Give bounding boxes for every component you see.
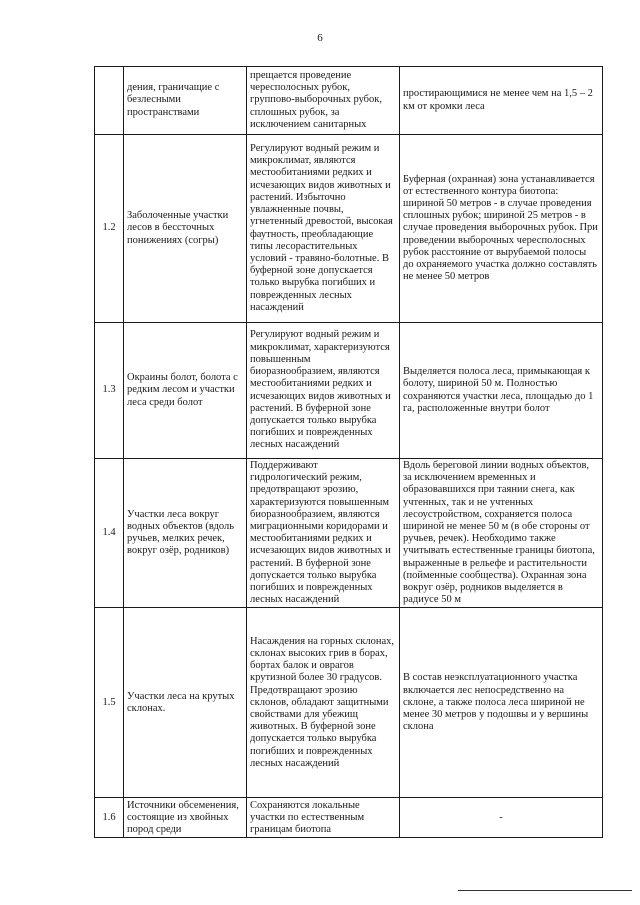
buffer-zone-rule: Выделяется полоса леса, примыкающая к болоту, шириной 50 м. Полностью сохраняются участки леса, площадью до 1 га, расположенные внутри болот	[400, 323, 603, 459]
table-row	[95, 67, 603, 135]
buffer-zone-rule: В состав неэксплуатационного участка включается лес непосредственно на склоне, а также полоса леса шириной не менее 30 метров у подошвы и у вершины склона	[400, 608, 603, 798]
biotope-table	[94, 66, 603, 838]
biotope-purpose: Поддерживают гидрологический режим, предотвращают эрозию, характеризуются повышенным биоразнообразием, являются миграционными коридорами и местообитаниями редких и исчезающих видов животных и растений. В буферной зоне допускается только вырубка погибших и поврежденных лесных насаждений	[247, 459, 400, 608]
page-number: 6	[317, 32, 323, 44]
table-row	[95, 459, 603, 608]
biotope-name: Окраины болот, болота с редким лесом и участки леса среди болот	[124, 323, 247, 459]
biotope-name: дения, граничащие с безлесными пространствами	[124, 67, 247, 135]
table-row	[95, 323, 603, 459]
row-number: 1.5	[95, 608, 124, 798]
biotope-name: Участки леса на крутых склонах.	[124, 608, 247, 798]
table-row	[95, 135, 603, 323]
table-row	[95, 608, 603, 798]
biotope-purpose: Насаждения на горных склонах, склонах высоких грив в борах, бортах балок и оврагов крутизной более 30 градусов. Предотвращают эрозию склонов, обладают защитными свойствами для убежищ животных. В буферной зоне допускается только вырубка погибших и поврежденных лесных насаждений	[247, 608, 400, 798]
row-number: 1.6	[95, 798, 124, 838]
buffer-zone-rule: простирающимися не менее чем на 1,5 – 2 км от кромки леса	[400, 67, 603, 135]
buffer-zone-rule: -	[400, 798, 603, 838]
buffer-zone-rule: Вдоль береговой линии водных объектов, за исключением временных и образовавшихся при таянии снега, как учтенных, так и не учтенных лесоустройством, сохраняется полоса шириной не менее 50 м (в обе стороны от ручьев, речек). Необходимо также учитывать естественные границы биотопа, выраженные в рельефе и растительности (пойменные сообщества). Охранная зона вокруг озёр, родников выделяется в радиусе 50 м	[400, 459, 603, 608]
row-number: 1.4	[95, 459, 124, 608]
row-number: 1.2	[95, 135, 124, 323]
biotope-name: Участки леса вокруг водных объектов (вдоль ручьев, мелких речек, вокруг озёр, родников)	[124, 459, 247, 608]
footer-rule	[458, 890, 632, 891]
biotope-name: Заболоченные участки лесов в бессточных понижениях (согры)	[124, 135, 247, 323]
table-row	[95, 798, 603, 838]
biotope-name: Источники обсеменения, состоящие из хвойных пород среди	[124, 798, 247, 838]
row-number: 1.3	[95, 323, 124, 459]
buffer-zone-rule: Буферная (охранная) зона устанавливается от естественного контура биотопа: шириной 50 метров - в случае проведения сплошных рубок; шириной 25 метров - в случае проведения выборочных рубок. При проведении выборочных чересполосных рубок расстояние от вырубаемой полосы до охраняемого участка должно составлять не менее 50 метров	[400, 135, 603, 323]
biotope-purpose: Регулируют водный режим и микроклимат, являются местообитаниями редких и исчезающих видов животных и растений. Избыточно увлажненные почвы, угнетенный древостой, высокая фаутность, преобладающие типы лесорастительных условий - травяно-болотные. В буферной зоне допускается только вырубка погибших и поврежденных лесных насаждений	[247, 135, 400, 323]
biotope-purpose: прещается проведение чересполосных рубок, группово-выборочных рубок, сплошных рубок, за исключением санитарных	[247, 67, 400, 135]
row-number	[95, 67, 124, 135]
biotope-purpose: Сохраняются локальные участки по естественным границам биотопа	[247, 798, 400, 838]
biotope-purpose: Регулируют водный режим и микроклимат, характеризуются повышенным биоразнообразием, являются местообитаниями редких и исчезающих видов животных и растений. В буферной зоне допускается только вырубка погибших и поврежденных лесных насаждений	[247, 323, 400, 459]
